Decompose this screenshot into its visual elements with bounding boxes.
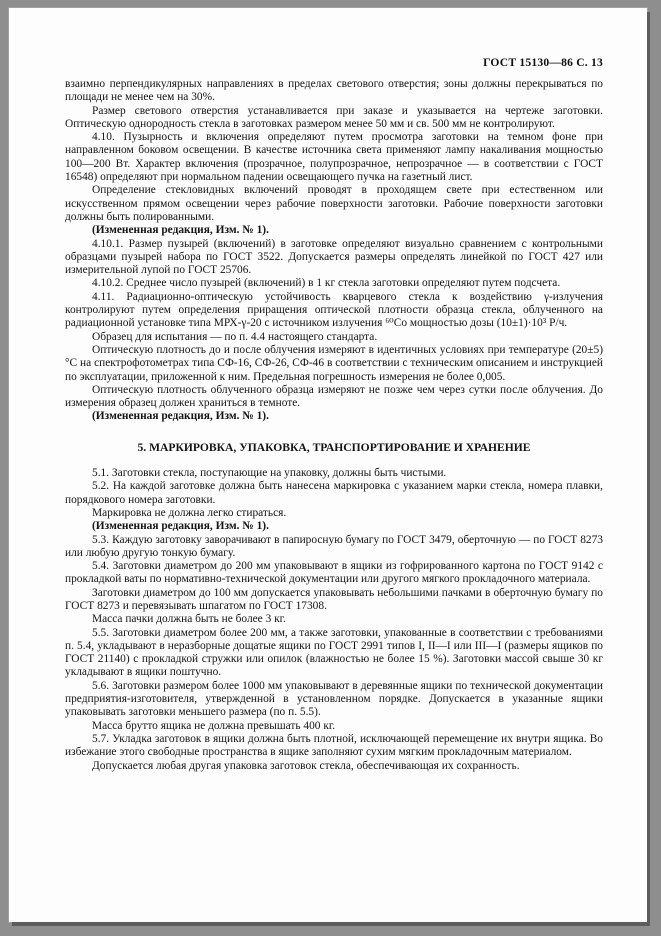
document-page bbox=[9, 8, 647, 922]
paragraph: (Измененная редакция, Изм. № 1). bbox=[92, 224, 269, 237]
paragraph: 5.4. Заготовки диаметром до 200 мм упаковывают в ящики из гофрированного картона по ГОСТ 9142 с прокладкой ваты по нормативно-технической документации или другого мягкого прокладочного материала. bbox=[65, 560, 603, 586]
paragraph: 5.6. Заготовки размером более 1000 мм упаковывают в деревянные ящики по технической документации предприятия-изготовителя, утвержденной в установленном порядке. Допускается в указанные ящики упаковывать заготовки меньшего размера (по п. 5.5). bbox=[65, 679, 603, 719]
paragraph: Оптическую плотность до и после облучения измеряют в идентичных условиях при температуре (20±5) °С на спектрофотометрах типа СФ-16, СФ-26, СФ-46 в соответствии с техническим описанием и инструкцией по эксплуатации, приложенной к ним. Предельная погрешность измерения не более 0,005. bbox=[65, 343, 603, 383]
paragraph: Масса пачки должна быть не более 3 кг. bbox=[92, 613, 286, 626]
section-heading: 5. МАРКИРОВКА, УПАКОВКА, ТРАНСПОРТИРОВАНИЕ И ХРАНЕНИЕ bbox=[137, 440, 531, 454]
paragraph: Допускается любая другая упаковка заготовок стекла, обеспечивающая их сохранность. bbox=[92, 759, 520, 772]
paragraph: (Измененная редакция, Изм. № 1). bbox=[92, 410, 269, 423]
paragraph: 5.1. Заготовки стекла, поступающие на упаковку, должны быть чистыми. bbox=[92, 467, 447, 480]
doc-reference: ГОСТ 15130—86 С. 13 bbox=[483, 56, 603, 69]
paragraph: 5.3. Каждую заготовку заворачивают в папиросную бумагу по ГОСТ 3479, оберточную — по ГОСТ 8273 или любую другую тонкую бумагу. bbox=[65, 533, 603, 559]
paragraph: взаимно перпендикулярных направлениях в пределах светового отверстия; зоны должны перекрываться по площади не менее чем на 30%. bbox=[65, 78, 603, 104]
paragraph: Размер светового отверстия устанавливается при заказе и указывается на чертеже заготовки. Оптическую однородность стекла в заготовках размером менее 50 мм и св. 500 мм не контролируют. bbox=[65, 104, 603, 130]
paragraph: Оптическую плотность облученного образца измеряют не позже чем через сутки после облучения. До измерения образец должен храниться в темноте. bbox=[65, 383, 603, 410]
paragraph: Заготовки диаметром до 100 мм допускается упаковывать небольшими пачками в оберточную бумагу по ГОСТ 8273 и перевязывать шпагатом по ГОСТ 17308. bbox=[65, 586, 603, 612]
paragraph: Определение стекловидных включений проводят в проходящем свете при естественном или искусственном прямом освещении через рабочие поверхности заготовки. Рабочие поверхности заготовки должны быть полированными. bbox=[65, 184, 603, 223]
paragraph: 5.2. На каждой заготовке должна быть нанесена маркировка с указанием марки стекла, номера плавки, порядкового номера заготовки. bbox=[65, 480, 603, 506]
paragraph: 4.10.2. Среднее число пузырей (включений) в 1 кг стекла заготовки определяют путем подсчета. bbox=[92, 277, 561, 290]
document-body bbox=[65, 78, 603, 773]
paragraph: (Измененная редакция, Изм. № 1). bbox=[92, 520, 269, 533]
paragraph: 5.7. Укладка заготовок в ящики должна быть плотной, исключающей перемещение их внутри ящика. Во избежание этого свободные пространства в ящике заполняют сухим мягким прокладочным материалом. bbox=[65, 732, 603, 759]
paragraph: 4.11. Радиационно-оптическую устойчивость кварцевого стекла к воздействию γ-излучения контролируют путем определения приращения оптической плотности образца стекла, облученного на радиационной установке типа МРХ-γ-20 с источником излучения ⁶⁰Со мощностью дозы (10±1)·10³ Р/ч. bbox=[65, 290, 603, 330]
paragraph: Маркировка не должна легко стираться. bbox=[92, 506, 287, 519]
paragraph: Масса брутто ящика не должна превышать 400 кг. bbox=[92, 719, 336, 732]
paragraph: 4.10.1. Размер пузырей (включений) в заготовке определяют визуально сравнением с контрольными образцами пузырей набора по ГОСТ 3522. Допускается размеры определять линейкой по ГОСТ 427 или измерительной лупой по ГОСТ 25706. bbox=[65, 237, 603, 277]
paragraph: 4.10. Пузырность и включения определяют путем просмотра заготовки на темном фоне при направленном боковом освещении. В качестве источника света применяют лампу накаливания мощностью 100—200 Вт. Характер включения (прозрачное, полупрозрачное, непрозрачное — в соответствии с ГОСТ 16548) определяют при нормальном падении освещающего пучка на газетный лист. bbox=[65, 131, 603, 184]
paragraph: Образец для испытания — по п. 4.4 настоящего стандарта. bbox=[92, 330, 378, 343]
paragraph: 5.5. Заготовки диаметром более 200 мм, а также заготовки, упакованные в соответствии с требованиями п. 5.4, укладывают в неразборные дощатые ящики по ГОСТ 2991 типов I, II—I или III—I (размеры ящиков по ГОСТ 21140) с прокладкой стружки или опилок (влажностью не более 15 %). Заготовки массой свыше 30 кг укладывают в ящики поштучно. bbox=[65, 626, 603, 679]
